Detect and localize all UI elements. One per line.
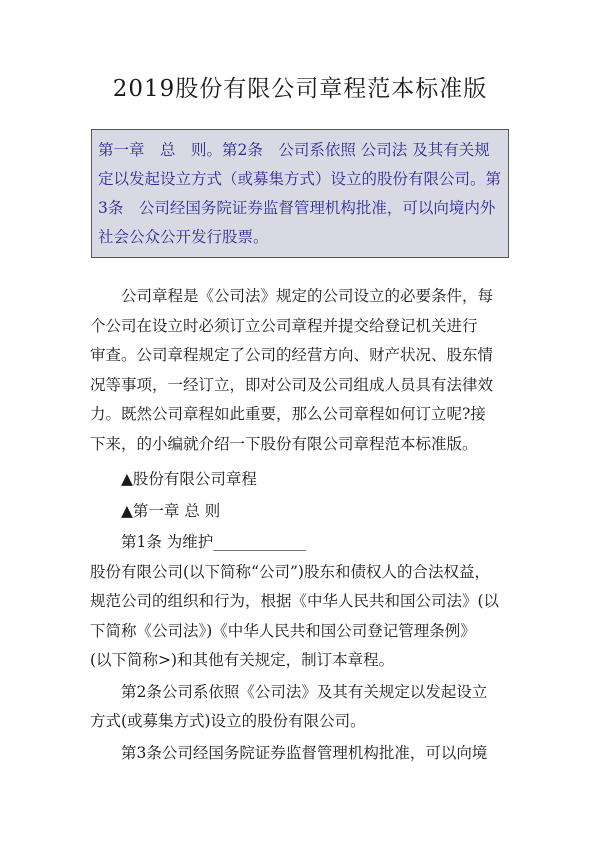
- article-line: 下简称《公司法》)《中华人民共和国公司登记管理条例》: [90, 621, 476, 640]
- intro-line: 力。既然公司章程如此重要，那么公司章程如何订立呢?接: [90, 405, 486, 423]
- article-line: 方式(或募集方式)设立的股份有限公司。: [90, 712, 366, 730]
- intro-line: 公司章程是《公司法》规定的公司设立的必要条件，每: [121, 287, 494, 305]
- article-line: 第1条 为维护____________: [121, 533, 307, 551]
- article-line: (以下简称>)和其他有关规定，制订本章程。: [90, 651, 395, 669]
- intro-line: 个公司在设立时必须订立公司章程并提交给登记机关进行: [90, 316, 478, 335]
- article-line: 规范公司的组织和行为，根据《中华人民共和国公司法》(以: [90, 592, 500, 610]
- document-body: [90, 282, 510, 768]
- summary-line: 定以发起设立方式（或募集方式）设立的股份有限公司。第: [98, 170, 502, 188]
- article-line: 第3条公司经国务院证券监督管理机构批准，可以向境: [121, 743, 488, 762]
- summary-box: [91, 129, 509, 258]
- summary-line: 3条 公司经国务院证券监督管理机构批准，可以向境内外: [98, 199, 496, 217]
- summary-line: 第一章 总 则。第2条 公司系依照 公司法 及其有关规: [98, 141, 490, 159]
- intro-line: 审查。公司章程规定了公司的经营方向、财产状况、股东情: [90, 346, 494, 364]
- intro-line: 下来，的小编就介绍一下股份有限公司章程范本标准版。: [90, 434, 478, 453]
- intro-line: 况等事项，一经订立，即对公司及公司组成人员具有法律效: [90, 375, 494, 394]
- section-heading: ▲股份有限公司章程: [121, 470, 257, 488]
- document-title: 2019股份有限公司章程范本标准版: [112, 76, 488, 102]
- article-line: 股份有限公司(以下简称“公司”)股东和债权人的合法权益，: [90, 562, 490, 581]
- chapter-heading: ▲第一章 总 则: [121, 501, 221, 520]
- article-line: 第2条公司系依照《公司法》及其有关规定以发起设立: [121, 682, 488, 701]
- summary-line: 社会公众公开发行股票。: [98, 228, 269, 246]
